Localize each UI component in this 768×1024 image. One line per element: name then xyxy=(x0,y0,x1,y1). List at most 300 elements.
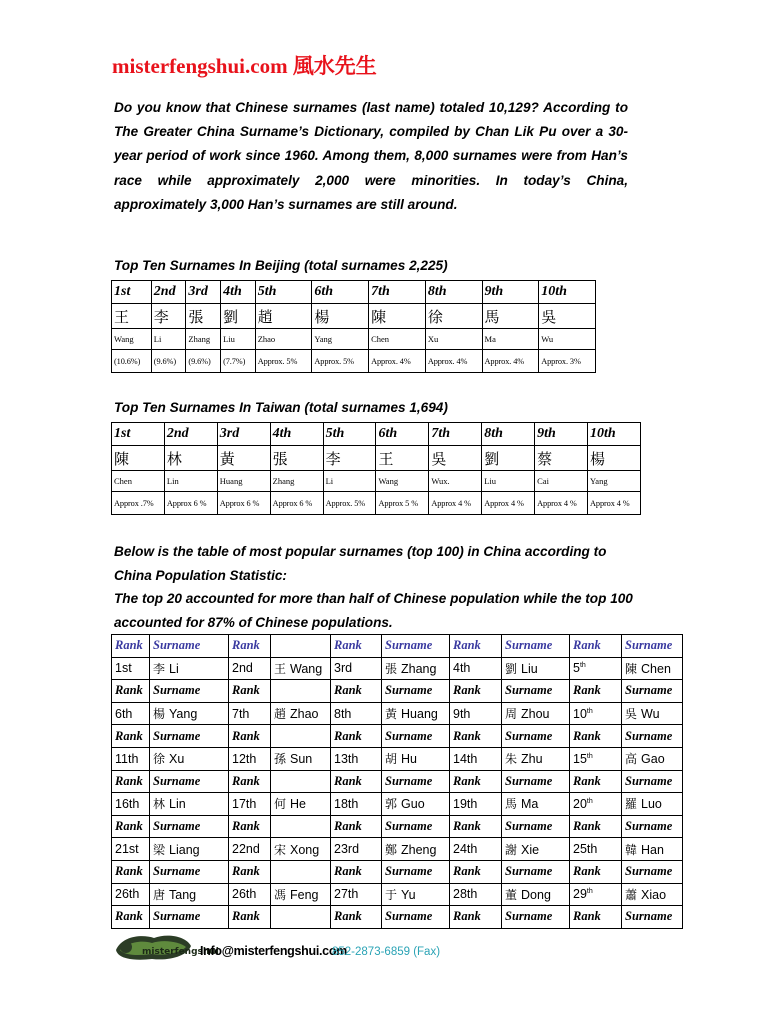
rank-cell: 2nd xyxy=(151,281,186,304)
header-cell xyxy=(271,680,331,703)
surname-pinyin: Tang xyxy=(169,887,197,902)
header-cell: Rank xyxy=(229,860,271,883)
header-row xyxy=(112,635,683,658)
table-row xyxy=(112,747,683,770)
taiwan-chars-row xyxy=(112,446,641,471)
rank-cell xyxy=(112,793,150,816)
header-row xyxy=(112,860,683,883)
surname-pinyin: Zhang xyxy=(401,661,437,676)
surname-pinyin: Ma xyxy=(521,797,539,812)
surname-char-cell: 張 xyxy=(186,304,221,329)
surname-cell xyxy=(150,657,229,680)
rank-cell xyxy=(229,838,271,861)
rank-suffix: th xyxy=(586,888,593,896)
surname-char-cell: 李 xyxy=(323,446,376,471)
header-cell: Surname xyxy=(502,680,570,703)
surname-cell xyxy=(382,883,450,906)
header-cell: Surname xyxy=(382,906,450,929)
rank-cell xyxy=(570,838,622,861)
header-cell: Surname xyxy=(502,815,570,838)
surname-cell xyxy=(502,657,570,680)
header-cell: Rank xyxy=(570,680,622,703)
rank-cell xyxy=(331,838,382,861)
percent-cell: (7.7%) xyxy=(221,350,256,373)
surname-pinyin: Lin xyxy=(169,797,186,812)
rank-cell: 4th xyxy=(270,423,323,446)
rank-cell xyxy=(112,883,150,906)
surname-cell xyxy=(271,657,331,680)
surname-char-cell: 劉 xyxy=(482,446,535,471)
taiwan-pinyin-row xyxy=(112,471,641,492)
beijing-table xyxy=(111,280,596,373)
rank-cell: 7th xyxy=(369,281,426,304)
pinyin-cell: Chen xyxy=(369,329,426,350)
surname-char: 周 xyxy=(505,707,518,722)
surname-pinyin: Zhu xyxy=(521,752,543,767)
surname-char-cell: 吳 xyxy=(429,446,482,471)
percent-cell: Approx 5 % xyxy=(376,492,429,515)
surname-cell xyxy=(271,883,331,906)
surname-char-cell: 吳 xyxy=(539,304,596,329)
rank-cell xyxy=(450,747,502,770)
header-cell: Surname xyxy=(622,635,683,658)
top100-intro xyxy=(114,540,634,634)
surname-char-cell: 楊 xyxy=(312,304,369,329)
surname-cell xyxy=(622,883,683,906)
percent-cell: (9.6%) xyxy=(186,350,221,373)
header-cell: Surname xyxy=(382,635,450,658)
surname-char-cell: 陳 xyxy=(369,304,426,329)
beijing-heading: Top Ten Surnames In Beijing (total surnames 2,225) xyxy=(114,258,448,273)
rank-number: 5 xyxy=(573,661,580,676)
surname-char-cell: 張 xyxy=(270,446,323,471)
table-row xyxy=(112,793,683,816)
rank-number: 2nd xyxy=(232,661,253,676)
header-cell: Surname xyxy=(622,860,683,883)
rank-number: 19th xyxy=(453,796,478,811)
surname-char-cell: 李 xyxy=(151,304,186,329)
percent-cell: Approx. 4% xyxy=(369,350,426,373)
surname-char: 陳 xyxy=(625,661,638,676)
taiwan-pct-row xyxy=(112,492,641,515)
surname-pinyin: Dong xyxy=(521,887,551,902)
header-cell: Surname xyxy=(622,725,683,748)
pinyin-cell: Wang xyxy=(376,471,429,492)
rank-cell xyxy=(229,702,271,725)
surname-cell xyxy=(382,838,450,861)
surname-char: 趙 xyxy=(274,707,287,722)
taiwan-ranks-row xyxy=(112,423,641,446)
header-cell xyxy=(271,906,331,929)
surname-char-cell: 林 xyxy=(164,446,217,471)
header-cell: Surname xyxy=(502,725,570,748)
surname-char-cell: 楊 xyxy=(588,446,641,471)
surname-char: 孫 xyxy=(274,752,287,767)
top100-intro-line1: Below is the table of most popular surnames (top 100) in China according to China Population Statistic: xyxy=(114,544,607,583)
rank-cell: 3rd xyxy=(217,423,270,446)
pinyin-cell: Liu xyxy=(482,471,535,492)
header-row xyxy=(112,815,683,838)
surname-char: 何 xyxy=(274,797,287,812)
header-cell: Rank xyxy=(450,815,502,838)
surname-cell xyxy=(502,747,570,770)
rank-cell xyxy=(112,838,150,861)
surname-char: 郭 xyxy=(385,797,398,812)
pinyin-cell: Li xyxy=(151,329,186,350)
header-cell: Rank xyxy=(570,860,622,883)
percent-cell: (9.6%) xyxy=(151,350,186,373)
rank-cell: 4th xyxy=(221,281,256,304)
surname-pinyin: Wu xyxy=(641,707,660,722)
header-cell: Rank xyxy=(112,815,150,838)
rank-cell xyxy=(450,793,502,816)
surname-char: 羅 xyxy=(625,797,638,812)
header-cell: Rank xyxy=(450,680,502,703)
header-cell: Rank xyxy=(229,635,271,658)
rank-cell xyxy=(112,657,150,680)
percent-cell: Approx. 4% xyxy=(425,350,482,373)
rank-cell xyxy=(229,883,271,906)
contact-email[interactable]: Info@misterfengshui.com xyxy=(200,944,347,958)
surname-pinyin: Xong xyxy=(290,842,320,857)
rank-cell: 9th xyxy=(535,423,588,446)
header-cell: Surname xyxy=(502,906,570,929)
pinyin-cell: Yang xyxy=(588,471,641,492)
header-row xyxy=(112,906,683,929)
percent-cell: Approx. 5% xyxy=(255,350,312,373)
surname-char: 黃 xyxy=(385,707,398,722)
header-row xyxy=(112,725,683,748)
surname-char: 朱 xyxy=(505,752,518,767)
header-cell: Surname xyxy=(622,770,683,793)
beijing-ranks-row xyxy=(112,281,596,304)
header-cell: Rank xyxy=(112,725,150,748)
rank-cell: 10th xyxy=(539,281,596,304)
header-cell xyxy=(271,725,331,748)
pinyin-cell: Wang xyxy=(112,329,152,350)
header-cell: Surname xyxy=(150,860,229,883)
surname-cell xyxy=(382,793,450,816)
surname-pinyin: Zhou xyxy=(521,707,550,722)
surname-cell xyxy=(271,747,331,770)
header-cell xyxy=(271,770,331,793)
surname-char: 胡 xyxy=(385,752,398,767)
rank-number: 3rd xyxy=(334,661,353,676)
pinyin-cell: Chen xyxy=(112,471,165,492)
surname-pinyin: Li xyxy=(169,661,179,676)
surname-cell xyxy=(150,793,229,816)
surname-char: 馮 xyxy=(274,887,287,902)
surname-pinyin: Huang xyxy=(401,707,438,722)
surname-pinyin: Zheng xyxy=(401,842,437,857)
header-cell: Rank xyxy=(450,725,502,748)
header-cell: Surname xyxy=(622,680,683,703)
rank-cell: 7th xyxy=(429,423,482,446)
rank-suffix: th xyxy=(586,707,593,715)
surname-pinyin: Han xyxy=(641,842,664,857)
table-row xyxy=(112,883,683,906)
pinyin-cell: Wux. xyxy=(429,471,482,492)
logo-text: misterfengshui xyxy=(142,947,219,957)
surname-cell xyxy=(622,838,683,861)
rank-cell xyxy=(112,702,150,725)
header-cell: Rank xyxy=(229,906,271,929)
site-name: misterfengshui.com xyxy=(112,54,288,78)
rank-cell xyxy=(570,747,622,770)
rank-cell: 5th xyxy=(323,423,376,446)
taiwan-heading: Top Ten Surnames In Taiwan (total surnames 1,694) xyxy=(114,400,448,415)
pinyin-cell: Zhang xyxy=(186,329,221,350)
surname-pinyin: Feng xyxy=(290,887,319,902)
header-cell: Rank xyxy=(331,815,382,838)
header-cell: Rank xyxy=(570,725,622,748)
header-cell: Surname xyxy=(150,815,229,838)
table-row xyxy=(112,702,683,725)
top100-table xyxy=(111,634,683,929)
rank-number: 15 xyxy=(573,751,587,766)
rank-cell: 5th xyxy=(255,281,312,304)
pinyin-cell: Ma xyxy=(482,329,539,350)
rank-number: 11th xyxy=(115,751,139,766)
rank-number: 29 xyxy=(573,887,587,902)
percent-cell: Approx 4 % xyxy=(429,492,482,515)
surname-char: 宋 xyxy=(274,842,287,857)
rank-cell: 6th xyxy=(376,423,429,446)
surname-char: 蕭 xyxy=(625,887,638,902)
surname-char: 高 xyxy=(625,752,638,767)
surname-cell xyxy=(622,793,683,816)
taiwan-table xyxy=(111,422,641,515)
header-row xyxy=(112,680,683,703)
surname-pinyin: Luo xyxy=(641,797,662,812)
rank-cell xyxy=(112,747,150,770)
surname-pinyin: Guo xyxy=(401,797,425,812)
surname-char-cell: 徐 xyxy=(425,304,482,329)
rank-number: 1st xyxy=(115,661,132,676)
header-cell: Rank xyxy=(229,815,271,838)
pinyin-cell: Cai xyxy=(535,471,588,492)
pinyin-cell: Xu xyxy=(425,329,482,350)
surname-pinyin: Xie xyxy=(521,842,540,857)
fax-number: 852-2873-6859 (Fax) xyxy=(332,946,441,958)
rank-cell xyxy=(450,702,502,725)
rank-number: 6th xyxy=(115,706,133,721)
rank-cell xyxy=(331,883,382,906)
header-cell: Surname xyxy=(382,860,450,883)
header-cell: Rank xyxy=(229,770,271,793)
pinyin-cell: Li xyxy=(323,471,376,492)
beijing-pct-row xyxy=(112,350,596,373)
surname-char: 劉 xyxy=(505,661,518,676)
surname-cell xyxy=(502,702,570,725)
surname-char: 徐 xyxy=(153,752,166,767)
surname-cell xyxy=(382,702,450,725)
table-row xyxy=(112,838,683,861)
surname-char: 梁 xyxy=(153,842,166,857)
rank-cell: 1st xyxy=(112,281,152,304)
surname-cell xyxy=(622,702,683,725)
rank-cell: 9th xyxy=(482,281,539,304)
surname-char-cell: 黃 xyxy=(217,446,270,471)
surname-cell xyxy=(150,883,229,906)
pinyin-cell: Liu xyxy=(221,329,256,350)
surname-pinyin: Liu xyxy=(521,661,538,676)
surname-char: 張 xyxy=(385,661,398,676)
rank-number: 22nd xyxy=(232,842,260,857)
rank-suffix: th xyxy=(586,797,593,805)
header-cell: Surname xyxy=(382,770,450,793)
percent-cell: Approx 4 % xyxy=(588,492,641,515)
header-cell xyxy=(271,815,331,838)
beijing-pinyin-row xyxy=(112,329,596,350)
surname-pinyin: Chen xyxy=(641,661,671,676)
surname-char-cell: 蔡 xyxy=(535,446,588,471)
rank-number: 10 xyxy=(573,706,587,721)
header-cell: Rank xyxy=(331,680,382,703)
rank-number: 27th xyxy=(334,887,359,902)
surname-pinyin: Xiao xyxy=(641,887,667,902)
rank-number: 25th xyxy=(573,842,598,857)
header-cell: Rank xyxy=(570,906,622,929)
rank-cell: 3rd xyxy=(186,281,221,304)
rank-cell: 8th xyxy=(482,423,535,446)
percent-cell: Approx 6 % xyxy=(164,492,217,515)
header-row xyxy=(112,770,683,793)
rank-number: 24th xyxy=(453,842,478,857)
surname-char-cell: 趙 xyxy=(255,304,312,329)
header-cell: Rank xyxy=(331,906,382,929)
header-cell: Surname xyxy=(502,770,570,793)
rank-number: 12th xyxy=(232,751,257,766)
surname-char-cell: 王 xyxy=(376,446,429,471)
rank-number: 16th xyxy=(115,796,140,811)
header-cell: Rank xyxy=(112,906,150,929)
surname-cell xyxy=(150,747,229,770)
header-cell: Surname xyxy=(150,635,229,658)
surname-pinyin: Sun xyxy=(290,752,313,767)
pinyin-cell: Zhang xyxy=(270,471,323,492)
rank-number: 13th xyxy=(334,751,359,766)
surname-pinyin: Wang xyxy=(290,661,323,676)
rank-cell xyxy=(450,883,502,906)
percent-cell: Approx 6 % xyxy=(270,492,323,515)
rank-number: 8th xyxy=(334,706,352,721)
header-cell xyxy=(271,635,331,658)
table-row xyxy=(112,657,683,680)
rank-number: 26th xyxy=(232,887,257,902)
surname-cell xyxy=(382,657,450,680)
pinyin-cell: Wu xyxy=(539,329,596,350)
surname-cell xyxy=(622,747,683,770)
rank-cell: 10th xyxy=(588,423,641,446)
logo xyxy=(112,930,219,964)
pinyin-cell: Yang xyxy=(312,329,369,350)
rank-cell xyxy=(570,793,622,816)
header-cell: Surname xyxy=(502,860,570,883)
percent-cell: Approx 6 % xyxy=(217,492,270,515)
header-cell: Rank xyxy=(112,860,150,883)
rank-cell xyxy=(331,747,382,770)
header-cell: Surname xyxy=(502,635,570,658)
percent-cell: Approx. 5% xyxy=(323,492,376,515)
surname-char-cell: 劉 xyxy=(221,304,256,329)
header-cell: Rank xyxy=(112,635,150,658)
rank-number: 14th xyxy=(453,751,478,766)
surname-cell xyxy=(150,702,229,725)
percent-cell: Approx 4 % xyxy=(535,492,588,515)
header-cell: Rank xyxy=(450,906,502,929)
header-cell: Rank xyxy=(331,725,382,748)
rank-number: 21st xyxy=(115,842,139,857)
header-cell: Surname xyxy=(622,906,683,929)
rank-number: 7th xyxy=(232,706,250,721)
surname-char: 馬 xyxy=(505,797,518,812)
rank-number: 4th xyxy=(453,661,471,676)
rank-number: 26th xyxy=(115,887,140,902)
surname-char: 王 xyxy=(274,661,287,676)
percent-cell: Approx. 4% xyxy=(482,350,539,373)
surname-char: 李 xyxy=(153,661,166,676)
rank-number: 9th xyxy=(453,706,471,721)
header-cell: Rank xyxy=(229,680,271,703)
rank-cell: 6th xyxy=(312,281,369,304)
header-cell: Surname xyxy=(150,906,229,929)
top100-intro-line2: The top 20 accounted for more than half of Chinese population while the top 100 accounted for 87% of Chinese populations. xyxy=(114,591,633,630)
rank-cell: 2nd xyxy=(164,423,217,446)
surname-char: 楊 xyxy=(153,707,166,722)
rank-cell: 1st xyxy=(112,423,165,446)
percent-cell: Approx. 5% xyxy=(312,350,369,373)
rank-cell xyxy=(450,838,502,861)
surname-pinyin: Zhao xyxy=(290,707,319,722)
rank-number: 23rd xyxy=(334,842,360,857)
rank-cell xyxy=(570,883,622,906)
header-cell: Surname xyxy=(382,815,450,838)
header-cell: Surname xyxy=(150,770,229,793)
header-cell: Rank xyxy=(450,635,502,658)
rank-cell xyxy=(229,657,271,680)
rank-cell xyxy=(229,793,271,816)
rank-cell xyxy=(331,793,382,816)
rank-suffix: th xyxy=(579,662,586,670)
rank-suffix: th xyxy=(586,752,593,760)
header-cell: Rank xyxy=(331,770,382,793)
surname-cell xyxy=(271,793,331,816)
surname-char: 唐 xyxy=(153,887,166,902)
header-cell: Rank xyxy=(331,635,382,658)
surname-pinyin: Liang xyxy=(169,842,200,857)
rank-cell xyxy=(570,702,622,725)
rank-cell xyxy=(331,702,382,725)
header-cell: Rank xyxy=(570,815,622,838)
rank-number: 28th xyxy=(453,887,478,902)
percent-cell: Approx .7% xyxy=(112,492,165,515)
surname-char: 董 xyxy=(505,887,518,902)
surname-cell xyxy=(150,838,229,861)
pinyin-cell: Zhao xyxy=(255,329,312,350)
rank-cell xyxy=(450,657,502,680)
header-cell: Rank xyxy=(450,770,502,793)
surname-char: 謝 xyxy=(505,842,518,857)
site-title xyxy=(112,50,377,80)
surname-pinyin: Xu xyxy=(169,752,185,767)
header-cell: Rank xyxy=(450,860,502,883)
site-name-chinese: 風水先生 xyxy=(292,54,377,78)
surname-char-cell: 陳 xyxy=(112,446,165,471)
percent-cell: Approx. 3% xyxy=(539,350,596,373)
rank-number: 17th xyxy=(232,796,257,811)
header-cell: Surname xyxy=(622,815,683,838)
